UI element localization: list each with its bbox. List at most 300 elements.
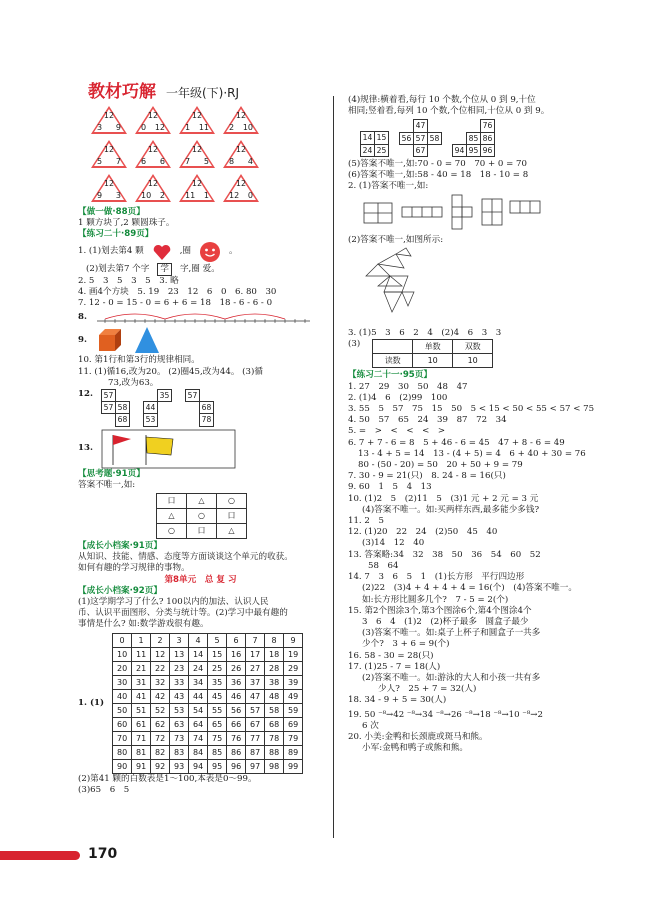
table-cell: 9 <box>284 633 303 647</box>
question-number: 9. <box>78 334 87 345</box>
q1-text: 字,圈 爱。 <box>179 263 220 274</box>
triangle-number: 6 <box>159 157 165 166</box>
table-cell: 57 <box>185 390 199 402</box>
table-cell: 双数 <box>453 340 493 354</box>
section-heading: 【练习二十一·95页】 <box>348 370 432 381</box>
table-cell <box>171 414 185 426</box>
table-cell: 37 <box>246 675 265 689</box>
table-cell: 0 <box>113 633 132 647</box>
table-cell: 41 <box>132 689 151 703</box>
number-triangle <box>178 105 216 135</box>
number-line <box>95 309 315 325</box>
table-cell: 34 <box>189 675 208 689</box>
triangle-number: 2 <box>159 191 165 200</box>
answer-line: 相同;竖着看,每列 10 个数,个位相同,十位从 0 到 9。 <box>348 106 550 117</box>
question-number: 8. <box>78 311 87 322</box>
answer-line: 如何有趣的学习规律的事物。 <box>78 563 190 574</box>
table-cell: 46 <box>227 689 246 703</box>
triangle-number: 12 <box>191 145 203 154</box>
answer-line <box>86 263 323 276</box>
table-cell <box>428 120 442 132</box>
table-cell: 96 <box>481 144 495 156</box>
triangle-number: 3 <box>115 191 121 200</box>
table-cell: 19 <box>284 647 303 661</box>
table-cell: 98 <box>265 759 284 773</box>
table-cell: △ <box>187 494 217 509</box>
table-cell <box>129 402 143 414</box>
table-cell: 口 <box>217 509 247 524</box>
answer-line: (4)答案不唯一。如:买两样东西,最多能少多钱? <box>362 504 540 515</box>
table-cell: 口 <box>157 494 187 509</box>
table-cell: 21 <box>132 661 151 675</box>
table-cell: ○ <box>157 524 187 539</box>
tangram-figure <box>356 246 436 324</box>
triangle-number: 12 <box>147 145 159 154</box>
triangle-number: 11 <box>198 123 209 132</box>
table-cell: 72 <box>151 731 170 745</box>
triangle-number: 10 <box>242 123 253 132</box>
table-cell: 28 <box>265 661 284 675</box>
table-cell: 44 <box>143 402 157 414</box>
table-cell: 94 <box>453 144 467 156</box>
table-cell: 5 <box>208 633 227 647</box>
table-cell: 88 <box>265 745 284 759</box>
table-cell: 47 <box>246 689 265 703</box>
question-number: 13. <box>78 443 93 454</box>
triangle-number: 0 <box>247 191 253 200</box>
answer-line: (4)规律:横着看,每行 10 个数,个位从 0 到 9,十位 <box>348 95 536 105</box>
table-cell: 95 <box>467 144 481 156</box>
table-cell: 35 <box>208 675 227 689</box>
table-cell: 29 <box>284 661 303 675</box>
table-cell <box>373 340 413 354</box>
section-heading: 【思考题·91页】 <box>78 468 145 479</box>
triangle-number: 11 <box>185 191 196 200</box>
answer-line: 1. 27 29 30 50 48 47 <box>348 381 468 392</box>
answer-line: (3)答案不唯一。如:桌子上杯子和圆盒子一共多 <box>362 628 541 639</box>
cube-nets <box>360 193 560 231</box>
table-cell: 57 <box>101 402 115 414</box>
answer-line: 答案不唯一,如: <box>78 479 136 490</box>
page-header <box>88 77 239 102</box>
number-triangle <box>90 139 128 169</box>
triangle-number: 12 <box>235 179 247 188</box>
table-cell: 51 <box>132 703 151 717</box>
table-cell: 27 <box>246 661 265 675</box>
table-cell: 16 <box>227 647 246 661</box>
table-cell <box>199 390 213 402</box>
table-cell: △ <box>157 509 187 524</box>
shape-grid <box>156 493 247 539</box>
table-cell: 40 <box>113 689 132 703</box>
triangle-number: 12 <box>235 111 247 120</box>
table-cell: 56 <box>400 132 414 144</box>
answer-line: 15. 第2个图涂3个,第3个图涂6个,第4个图涂4个 <box>348 605 532 616</box>
table-cell <box>115 390 129 402</box>
table-cell: 3 <box>170 633 189 647</box>
table-cell: 57 <box>101 390 115 402</box>
answer-line: (2)第41 颗的白数表是1～100,本表是0～99。 <box>78 773 257 784</box>
question-number: 1. (1) <box>78 697 105 708</box>
table-cell: 17 <box>246 647 265 661</box>
table-cell <box>428 144 442 156</box>
triangle-number: 12 <box>154 123 165 132</box>
table-cell: 42 <box>151 689 170 703</box>
section-heading: 【成长小档案·91页】 <box>78 541 162 552</box>
table-cell: 15 <box>375 132 389 144</box>
table-cell: 53 <box>170 703 189 717</box>
answer-line: 13. 答案略:34 32 38 50 36 54 60 52 <box>348 549 541 560</box>
grade-label: 一年级(下)·RJ <box>166 86 240 100</box>
table-cell: 68 <box>115 414 129 426</box>
table-cell: 1 <box>132 633 151 647</box>
q13-figure <box>78 429 323 469</box>
answer-line: 18. 34 - 9 + 5 = 30(人) <box>348 695 447 706</box>
question-number: 12. <box>78 389 93 400</box>
table-cell: 49 <box>284 689 303 703</box>
table-cell: 23 <box>170 661 189 675</box>
triangle-number: 8 <box>229 157 235 166</box>
table-cell: 15 <box>208 647 227 661</box>
table-cell: 18 <box>265 647 284 661</box>
table-cell: 10 <box>453 354 493 368</box>
table-cell: 47 <box>414 120 428 132</box>
table-cell: 30 <box>113 675 132 689</box>
triangle-number: 6 <box>141 157 147 166</box>
answer-line: 从知识、技能、情感、态度等方面谈谈这个单元的收获。 <box>78 552 293 563</box>
answer-line: 20. 小美:金鸭和长颈鹿或斑马和熊。 <box>348 731 488 742</box>
heart-icon <box>152 243 172 261</box>
table-cell: 60 <box>113 717 132 731</box>
table-cell <box>185 402 199 414</box>
triangle-number: 3 <box>97 123 103 132</box>
triangle-number: 12 <box>147 179 159 188</box>
section-heading: 【练习二十·89页】 <box>78 229 154 240</box>
answer-line: 事情是什么? 如:数学游戏很有趣。 <box>78 619 209 630</box>
table-cell: 39 <box>284 675 303 689</box>
triangle-number: 9 <box>97 191 103 200</box>
triangle-number: 12 <box>229 191 240 200</box>
table-cell: 50 <box>113 703 132 717</box>
solid-shapes <box>95 325 215 355</box>
table-cell: 58 <box>428 132 442 144</box>
table-cell: ○ <box>187 509 217 524</box>
table-cell: 14 <box>189 647 208 661</box>
table-cell <box>400 120 414 132</box>
table-cell: 单数 <box>413 340 453 354</box>
table-cell: 78 <box>265 731 284 745</box>
table-cell: 95 <box>208 759 227 773</box>
table-cell: 57 <box>246 703 265 717</box>
right-column <box>348 95 608 754</box>
triangle-number: 12 <box>103 145 115 154</box>
table-cell: 85 <box>467 132 481 144</box>
table-cell: 58 <box>265 703 284 717</box>
grid-fragment <box>399 119 442 157</box>
table-cell: 56 <box>227 703 246 717</box>
answer-line: 13 - 4 + 5 = 14 13 - (4 + 5) = 4 6 + 40 + 30 = 76 <box>358 448 586 459</box>
table-cell: 44 <box>189 689 208 703</box>
table-cell: 86 <box>481 132 495 144</box>
triangle-number: 7 <box>185 157 191 166</box>
answer-line: 如:长方形比圆多几个? 7 - 5 = 2(个) <box>362 594 509 605</box>
answer-line: 10. (1)2 5 (2)11 5 (3)1 元 + 2 元 = 3 元 <box>348 493 539 504</box>
triangle-number: 10 <box>141 191 152 200</box>
answer-line: (2)22 (3)4 + 4 + 4 + 4 = 16(个) (4)答案不唯一。 <box>362 583 577 594</box>
answer-line: 少个? 3 + 6 = 9(个) <box>362 639 450 650</box>
answer-line: 3. (1)5 3 6 2 4 (2)4 6 3 3 <box>348 328 502 339</box>
q12-figure <box>78 389 323 427</box>
table-cell: 74 <box>189 731 208 745</box>
table-cell: 20 <box>113 661 132 675</box>
number-triangle <box>222 173 260 203</box>
answer-line: 10. 第1行和第3行的规律相同。 <box>78 355 200 366</box>
table-cell: 67 <box>414 144 428 156</box>
answer-line: 1 颗方块了,2 颗圆珠子。 <box>78 218 175 229</box>
answer-line <box>78 241 323 263</box>
table-cell <box>171 390 185 402</box>
table-cell: 48 <box>265 689 284 703</box>
answer-line: 5. = > < < < > <box>348 426 446 437</box>
number-triangle <box>90 173 128 203</box>
answer-line: 小军:金鸭和鸭子或熊和熊。 <box>362 743 469 754</box>
character-box: 学 <box>157 263 172 276</box>
triangle-number: 5 <box>203 157 209 166</box>
table-cell: 26 <box>227 661 246 675</box>
table-cell: 38 <box>265 675 284 689</box>
number-triangle <box>222 139 260 169</box>
hundred-chart <box>112 633 303 774</box>
table-cell: 25 <box>208 661 227 675</box>
number-triangle <box>134 105 172 135</box>
number-triangle <box>222 105 260 135</box>
answer-line: 6 次 <box>362 720 379 731</box>
table-cell <box>129 414 143 426</box>
table-cell: 口 <box>187 524 217 539</box>
number-triangle <box>134 173 172 203</box>
table-cell: 87 <box>246 745 265 759</box>
triangle-number: 5 <box>97 157 103 166</box>
table-cell: 43 <box>170 689 189 703</box>
unit-title: 第8单元 总 复 习 <box>164 574 237 585</box>
answer-line: 6. 7 + 7 - 6 = 8 5 + 46 - 6 = 45 47 + 8 - 6 = 49 <box>348 437 565 448</box>
table-cell: 63 <box>170 717 189 731</box>
triangle-number: 0 <box>141 123 147 132</box>
table-cell: 2 <box>151 633 170 647</box>
table-cell <box>185 414 199 426</box>
table-cell: 97 <box>246 759 265 773</box>
table-cell: 79 <box>284 731 303 745</box>
triangle-number: 12 <box>103 179 115 188</box>
table-cell: 66 <box>227 717 246 731</box>
answer-line: 19. 50 ⁻⁸→42 ⁻⁸→34 ⁻⁸→26 ⁻⁸→18 ⁻⁸→10 ⁻⁸→2 <box>348 709 543 720</box>
table-cell: 45 <box>208 689 227 703</box>
q1-text: 。 <box>229 246 238 256</box>
table-cell: 31 <box>132 675 151 689</box>
table-cell: 54 <box>189 703 208 717</box>
table-cell: 68 <box>199 402 213 414</box>
table-cell: 32 <box>151 675 170 689</box>
table-cell: 73 <box>170 731 189 745</box>
table-cell: 65 <box>208 717 227 731</box>
grid-fragment <box>452 119 495 157</box>
answer-line: (1)这学期学习了什么? 100以内的加法、认识人民 <box>78 597 269 608</box>
answer-line: 14. 7 3 6 5 1 (1)长方形 平行四边形 <box>348 572 525 583</box>
table-cell: 61 <box>132 717 151 731</box>
answer-line: (5)答案不唯一,如:70 - 0 = 70 70 + 0 = 70 <box>348 159 527 170</box>
table-cell: 35 <box>157 390 171 402</box>
answer-line: 3 6 4 (1)2 (2)杯子最多 圆盒子最少 <box>362 616 529 627</box>
table-cell: 67 <box>246 717 265 731</box>
brand-title: 教材巧解 <box>88 82 156 102</box>
answer-line: (2)答案不唯一。如:游泳的大人和小孩一共有多 <box>362 672 541 683</box>
table-cell <box>400 144 414 156</box>
answer-line: 73,改为63。 <box>108 377 159 388</box>
section-heading: 【做一做·88页】 <box>78 207 145 217</box>
triangle-number: 12 <box>191 111 203 120</box>
fragment-grids <box>360 119 608 157</box>
parity-table-figure <box>348 339 608 368</box>
triangle-number: 12 <box>147 111 159 120</box>
number-triangles <box>78 105 323 203</box>
table-cell: 89 <box>284 745 303 759</box>
table-cell: 22 <box>151 661 170 675</box>
table-cell <box>101 414 115 426</box>
table-cell: 55 <box>208 703 227 717</box>
table-cell: 14 <box>361 132 375 144</box>
table-cell: 58 <box>115 402 129 414</box>
table-cell: 70 <box>113 731 132 745</box>
answer-line: 7. 30 - 9 = 21(只) 8. 24 - 8 = 16(只) <box>348 471 506 482</box>
table-cell: 12 <box>151 647 170 661</box>
table-cell <box>171 402 185 414</box>
triangle-row <box>90 139 323 169</box>
triangle-number: 4 <box>247 157 253 166</box>
hundred-chart-figure <box>78 633 323 774</box>
triangle-row <box>90 173 323 203</box>
table-cell: 10 <box>413 354 453 368</box>
number-triangle <box>90 105 128 135</box>
number-triangle <box>134 139 172 169</box>
answer-line: 9. 60 1 5 4 13 <box>348 482 432 493</box>
answer-line: 4. 画4个方块 5. 19 23 12 6 0 6. 80 30 <box>78 287 277 298</box>
answer-line: 少人? 25 + 7 = 32(人) <box>378 684 477 695</box>
table-cell <box>143 390 157 402</box>
answer-line: (6)答案不唯一,如:58 - 40 = 18 18 - 10 = 8 <box>348 170 529 181</box>
table-cell: 99 <box>284 759 303 773</box>
answer-line: (3)65 6 5 <box>78 784 130 795</box>
answer-line: 16. 58 - 30 = 28(只) <box>348 650 434 661</box>
table-cell: 76 <box>481 120 495 132</box>
answer-line: 11. (1)循16,改为20。 (2)圈45,改为44。 (3)循 <box>78 366 263 377</box>
triangle-number: 1 <box>185 123 191 132</box>
table-cell: 7 <box>246 633 265 647</box>
triangle-number: 12 <box>191 179 203 188</box>
answer-line: 3. 55 5 57 75 15 50 5 < 15 < 50 < 55 < 57 < 75 <box>348 404 595 415</box>
table-cell: 83 <box>170 745 189 759</box>
table-cell: 57 <box>414 132 428 144</box>
answer-line: 7. 12 - 0 = 15 - 0 = 6 + 6 = 18 18 - 6 - 6 - 0 <box>78 298 273 309</box>
table-cell: 86 <box>227 745 246 759</box>
shape-figure <box>78 325 323 355</box>
table-cell: 36 <box>227 675 246 689</box>
number-triangle <box>178 139 216 169</box>
answer-line: 币、认识平面图形、分类与统计等。(2)学习中最有趣的 <box>78 608 288 619</box>
triangle-number: 9 <box>115 123 121 132</box>
section-heading: 【成长小档案·92页】 <box>78 585 162 596</box>
answer-line: 58 64 <box>368 560 399 571</box>
grid-fragment <box>360 131 389 156</box>
number-triangle <box>178 173 216 203</box>
table-cell: 59 <box>284 703 303 717</box>
page-footer-bar <box>0 851 80 860</box>
q1-text: (2)划去第7 个字 <box>86 263 150 274</box>
triangle-number: 2 <box>229 123 235 132</box>
table-cell: 90 <box>113 759 132 773</box>
table-cell: 85 <box>208 745 227 759</box>
table-cell: 4 <box>189 633 208 647</box>
table-cell: 80 <box>113 745 132 759</box>
table-cell <box>157 414 171 426</box>
table-cell: 81 <box>132 745 151 759</box>
table-cell: 71 <box>132 731 151 745</box>
table-cell: 62 <box>151 717 170 731</box>
triangle-number: 12 <box>103 111 115 120</box>
table-cell <box>129 390 143 402</box>
flags-picture <box>101 429 236 469</box>
table-cell: 64 <box>189 717 208 731</box>
number-line-figure <box>78 309 323 325</box>
triangle-number: 12 <box>235 145 247 154</box>
triangle-number: 7 <box>115 157 121 166</box>
answer-line: (3)14 12 40 <box>362 538 425 549</box>
table-cell: 6 <box>227 633 246 647</box>
table-cell: 读数 <box>373 354 413 368</box>
table-cell: 94 <box>189 759 208 773</box>
table-cell: ○ <box>217 494 247 509</box>
column-divider <box>333 96 334 838</box>
parity-table <box>372 339 493 368</box>
q1-text: 1. (1)划去第4 颗 <box>78 246 144 256</box>
table-cell: 84 <box>189 745 208 759</box>
table-cell: 13 <box>170 647 189 661</box>
answer-line: 2. 5 3 5 3 5 3. 略 <box>78 275 179 286</box>
table-cell: 10 <box>113 647 132 661</box>
answer-line: (2)答案不唯一,如图所示: <box>348 234 444 245</box>
answer-line: 11. 2 5 <box>348 516 384 527</box>
table-cell <box>453 132 467 144</box>
table-cell: 96 <box>227 759 246 773</box>
q1-text: ,圈 <box>179 246 192 256</box>
smiley-icon <box>199 241 221 263</box>
answer-line: 17. (1)25 - 7 = 18(人) <box>348 661 441 672</box>
table-cell: 77 <box>246 731 265 745</box>
table-cell: 75 <box>208 731 227 745</box>
table-cell <box>157 402 171 414</box>
table-cell: 68 <box>265 717 284 731</box>
answer-line: 2. (1)答案不唯一,如: <box>348 181 429 192</box>
answer-line: 12. (1)20 22 24 (2)50 45 40 <box>348 527 498 538</box>
table-cell <box>453 120 467 132</box>
table-cell: 52 <box>151 703 170 717</box>
left-column <box>78 105 323 796</box>
table-cell <box>467 120 481 132</box>
answer-line: 80 - (50 - 20) = 50 20 + 50 + 9 = 79 <box>358 460 523 471</box>
table-cell: 33 <box>170 675 189 689</box>
answer-line: 2. (1)4 6 (2)99 100 <box>348 392 448 403</box>
table-cell: 8 <box>265 633 284 647</box>
triangle-number: 1 <box>203 191 209 200</box>
